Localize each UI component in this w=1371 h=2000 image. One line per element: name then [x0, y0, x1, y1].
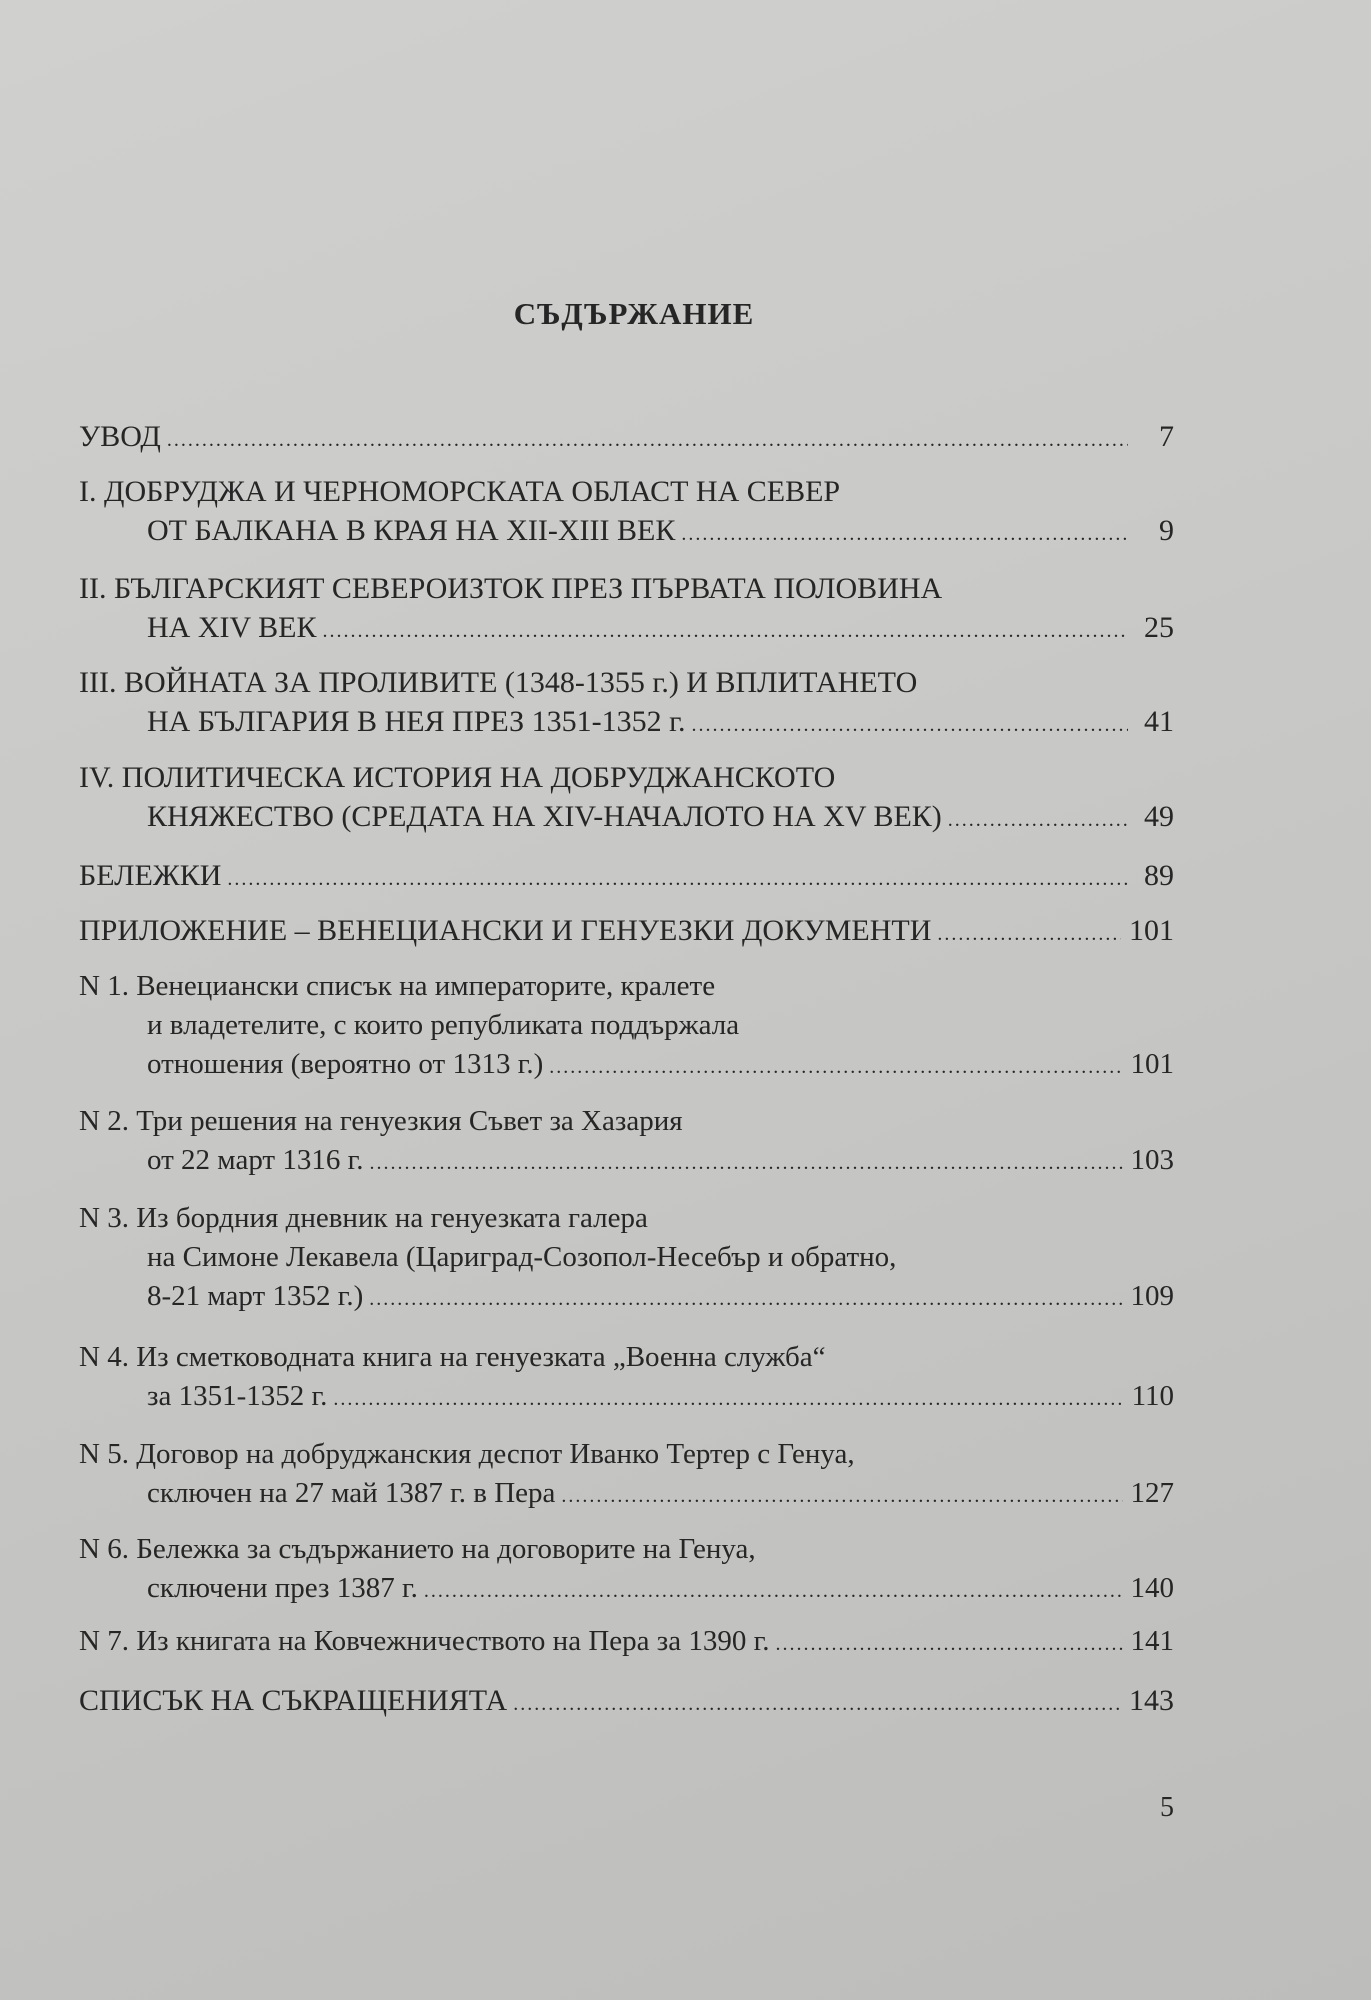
dot-leader [227, 860, 1128, 899]
page-number: 5 [1160, 1792, 1174, 1823]
dot-leader [369, 1144, 1122, 1183]
toc-entry-text: сключен на 27 май 1387 г. в Пера [147, 1477, 556, 1509]
toc-entry-text: УВОД [79, 420, 161, 453]
toc-entry-line [79, 569, 1174, 608]
dot-leader [937, 915, 1121, 954]
toc-entry [79, 856, 1174, 895]
toc-entry-line [79, 1277, 1174, 1316]
dot-leader [322, 612, 1128, 651]
toc-entry-line [79, 663, 1174, 702]
toc-entry-text: ПРИЛОЖЕНИЕ – ВЕНЕЦИАНСКИ И ГЕНУЕЗКИ ДОКУМЕНТИ [79, 914, 932, 947]
toc-entry [79, 417, 1174, 456]
toc-entry-text: НА XIV ВЕК [147, 611, 317, 644]
toc-entry [79, 1338, 1174, 1416]
toc-entry-text: N 2. Три решения на генуезкия Съвет за Хазария [79, 1105, 683, 1137]
toc-entry-line [79, 1006, 1174, 1045]
toc-entry [79, 1102, 1174, 1180]
toc-entry-text: I. ДОБРУДЖА И ЧЕРНОМОРСКАТА ОБЛАСТ НА СЕВЕР [79, 475, 841, 508]
toc-entry [79, 569, 1174, 647]
toc-entry-text: N 5. Договор на добруджанския деспот Иванко Тертер с Генуа, [79, 1438, 855, 1470]
toc-entry-line [79, 1045, 1174, 1084]
toc-entry-text: от 22 март 1316 г. [147, 1144, 364, 1176]
toc-entry-text: отношения (вероятно от 1313 г.) [147, 1048, 544, 1080]
toc-entry-text: N 4. Из сметководната книга на генуезката „Военна служба“ [79, 1341, 826, 1373]
toc-entry-line [79, 1199, 1174, 1238]
toc-entry [79, 1622, 1174, 1661]
toc-entry-text: N 7. Из книгата на Ковчежничеството на Пера за 1390 г. [79, 1625, 770, 1657]
toc-entry-text: и владетелите, с които републиката поддържала [147, 1009, 740, 1041]
toc-entry-text: N 3. Из бордния дневник на генуезката галера [79, 1202, 648, 1234]
toc-page-number: 101 [1129, 914, 1174, 947]
toc-entry-line [79, 1338, 1174, 1377]
toc-page-number: 25 [1144, 611, 1174, 644]
toc-entry-line [79, 1238, 1174, 1277]
toc-entry-text: за 1351-1352 г. [147, 1380, 328, 1412]
toc-entry-line [79, 1102, 1174, 1141]
toc-entry [79, 758, 1174, 836]
toc-entry-line [79, 1622, 1174, 1661]
toc-page-number: 89 [1144, 859, 1174, 892]
toc-entry-text: 8-21 март 1352 г.) [147, 1280, 364, 1312]
toc-page-number: 140 [1130, 1572, 1174, 1604]
toc-entry [79, 472, 1174, 550]
toc-page-number: 41 [1144, 705, 1174, 738]
dot-leader [369, 1280, 1122, 1319]
toc-entry-line [79, 967, 1174, 1006]
toc-entry-text: на Симоне Лекавела (Цариград-Созопол-Несебър и обратно, [147, 1241, 897, 1273]
dot-leader [167, 421, 1128, 460]
toc-entry-line [79, 472, 1174, 511]
dot-leader [948, 801, 1128, 840]
toc-entry-line [79, 1681, 1174, 1720]
toc-entry [79, 967, 1174, 1084]
dot-leader [561, 1477, 1122, 1516]
dot-leader [549, 1048, 1122, 1087]
toc-entry-line [79, 702, 1174, 741]
toc-entry-line [79, 511, 1174, 550]
dot-leader [692, 706, 1128, 745]
toc-entry-line [79, 608, 1174, 647]
toc-page-number: 143 [1129, 1684, 1174, 1717]
toc-entry-text: N 1. Венециански списък на императорите, кралете [79, 970, 716, 1002]
toc-entry-text: IV. ПОЛИТИЧЕСКА ИСТОРИЯ НА ДОБРУДЖАНСКОТО [79, 761, 836, 794]
dot-leader [333, 1380, 1123, 1419]
toc-entry-text: II. БЪЛГАРСКИЯТ СЕВЕРОИЗТОК ПРЕЗ ПЪРВАТА ПОЛОВИНА [79, 572, 943, 605]
toc-entry [79, 1435, 1174, 1513]
toc-page-number: 109 [1130, 1280, 1174, 1312]
toc-entry-text: БЕЛЕЖКИ [79, 859, 222, 892]
toc-entry-line [79, 1141, 1174, 1180]
toc-entry-line [79, 797, 1174, 836]
toc-page-number: 110 [1131, 1380, 1174, 1412]
toc-entry-line [79, 1435, 1174, 1474]
toc-entry-text: СПИСЪК НА СЪКРАЩЕНИЯТА [79, 1684, 508, 1717]
toc-entry-line [79, 911, 1174, 950]
toc-page-number: 9 [1159, 514, 1174, 547]
toc-page-number: 49 [1144, 800, 1174, 833]
dot-leader [775, 1625, 1122, 1664]
toc-entry-line [79, 1474, 1174, 1513]
toc-entry [79, 911, 1174, 950]
toc-entry [79, 663, 1174, 741]
toc-entry [79, 1681, 1174, 1720]
dot-leader [681, 515, 1128, 554]
toc-page-number: 7 [1159, 420, 1174, 453]
toc-page-number: 103 [1130, 1144, 1174, 1176]
toc-page-number: 141 [1130, 1625, 1174, 1657]
toc-entry-line [79, 758, 1174, 797]
toc-entry-text: ОТ БАЛКАНА В КРАЯ НА XII-XIII ВЕК [147, 514, 676, 547]
toc-entry-line [79, 417, 1174, 456]
toc-entry-text: III. ВОЙНАТА ЗА ПРОЛИВИТЕ (1348-1355 г.) И ВПЛИТАНЕТО [79, 666, 918, 699]
page-title: СЪДЪРЖАНИЕ [513, 296, 755, 331]
toc-entry-text: сключени през 1387 г. [147, 1572, 418, 1604]
dot-leader [424, 1572, 1123, 1611]
toc-entry-line [79, 1377, 1174, 1416]
toc-entry-text: N 6. Бележка за съдържанието на договорите на Генуа, [79, 1533, 756, 1565]
toc-page-number: 101 [1130, 1048, 1174, 1080]
toc-entry-line [79, 856, 1174, 895]
toc-entry-line [79, 1569, 1174, 1608]
toc-entry-text: НА БЪЛГАРИЯ В НЕЯ ПРЕЗ 1351-1352 г. [147, 705, 686, 738]
toc-page-number: 127 [1130, 1477, 1174, 1509]
toc-entry-line [79, 1530, 1174, 1569]
toc-entry [79, 1530, 1174, 1608]
toc-entry [79, 1199, 1174, 1316]
toc-entry-text: КНЯЖЕСТВО (СРЕДАТА НА XIV-НАЧАЛОТО НА XV ВЕК) [147, 800, 942, 833]
dot-leader [513, 1685, 1121, 1724]
